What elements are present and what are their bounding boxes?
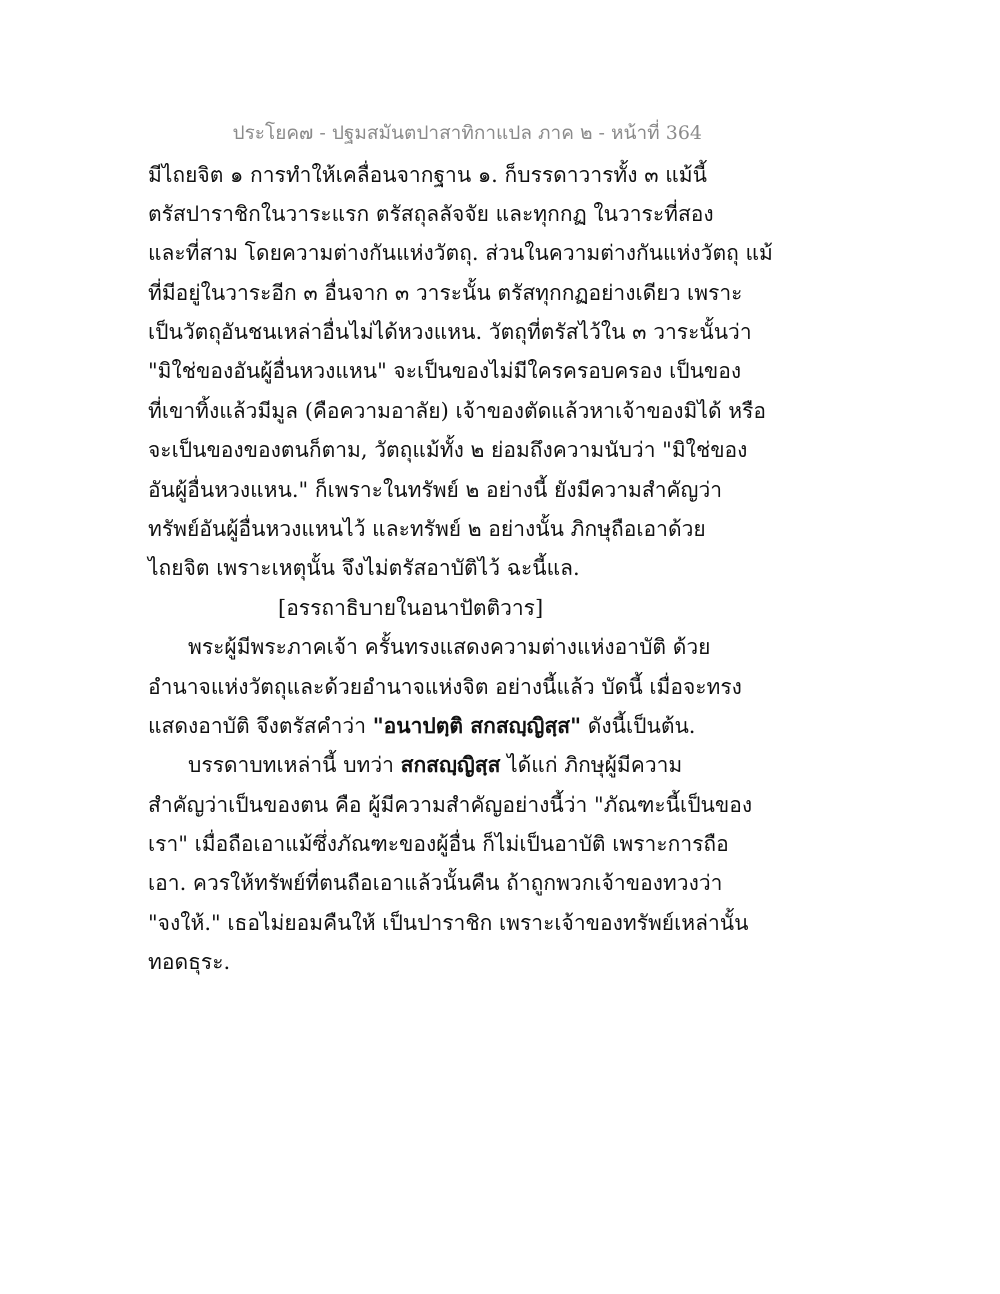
paragraph-line: สำคัญว่าเป็นของตน คือ ผู้มีความสำคัญอย่างนี้ว่า "ภัณฑะนี้เป็นของ	[148, 793, 753, 817]
body-line: และที่สาม โดยความต่างกันแห่งวัตถุ. ส่วนในความต่างกันแห่งวัตถุ แม้	[148, 241, 773, 265]
paragraph-line: พระผู้มีพระภาคเจ้า ครั้นทรงแสดงความต่างแห่งอาบัติ ด้วย	[188, 635, 711, 659]
body-line: "มิใช่ของอันผู้อื่นหวงแหน" จะเป็นของไม่มีใครครอบครอง เป็นของ	[148, 359, 742, 383]
body-line: อันผู้อื่นหวงแหน." ก็เพราะในทรัพย์ ๒ อย่างนี้ ยังมีความสำคัญว่า	[148, 478, 723, 502]
paragraph-line: ทอดธุระ.	[148, 950, 231, 974]
paragraph-line	[148, 711, 696, 741]
text-run: ได้แก่ ภิกษุผู้มีความ	[500, 753, 683, 777]
body-line: ตรัสปาราชิกในวาระแรก ตรัสถุลลัจจัย และทุกกฏ ในวาระที่สอง	[148, 202, 714, 226]
text-run: บรรดาบทเหล่านี้ บทว่า	[188, 753, 401, 777]
body-line: ไถยจิต เพราะเหตุนั้น จึงไม่ตรัสอาบัติไว้ ฉะนี้แล.	[148, 556, 580, 580]
paragraph-line: อำนาจแห่งวัตถุและด้วยอำนาจแห่งจิต อย่างนี้แล้ว บัดนี้ เมื่อจะทรง	[148, 675, 742, 699]
text-run: แสดงอาบัติ จึงตรัสคำว่า	[148, 714, 373, 738]
body-line: ที่มีอยู่ในวาระอีก ๓ อื่นจาก ๓ วาระนั้น ตรัสทุกกฏอย่างเดียว เพราะ	[148, 281, 743, 305]
body-line: มีไถยจิต ๑ การทำให้เคลื่อนจากฐาน ๑. ก็บรรดาวารทั้ง ๓ แม้นี้	[148, 163, 707, 187]
text-run: ดังนี้เป็นต้น.	[581, 714, 696, 738]
paragraph-line: "จงให้." เธอไม่ยอมคืนให้ เป็นปาราชิก เพราะเจ้าของทรัพย์เหล่านั้น	[148, 911, 749, 935]
paragraph-line: เรา" เมื่อถือเอาแม้ซึ่งภัณฑะของผู้อื่น ก็ไม่เป็นอาบัติ เพราะการถือ	[148, 832, 729, 856]
pali-term-bold: "อนาปตฺติ สกสญฺญิสฺส"	[372, 713, 582, 738]
body-line: จะเป็นของของตนก็ตาม, วัตถุแม้ทั้ง ๒ ย่อมถึงความนับว่า "มิใช่ของ	[148, 438, 748, 462]
page-header: ประโยค๗ - ปฐมสมันตปาสาทิกาแปล ภาค ๒ - หน้าที่ 364	[232, 122, 702, 144]
paragraph-line: เอา. ควรให้ทรัพย์ที่ตนถือเอาแล้วนั้นคืน ถ้าถูกพวกเจ้าของทวงว่า	[148, 871, 723, 895]
body-line: เป็นวัตถุอันชนเหล่าอื่นไม่ได้หวงแหน. วัตถุที่ตรัสไว้ใน ๓ วาระนั้นว่า	[148, 320, 752, 344]
body-line: ทรัพย์อันผู้อื่นหวงแหนไว้ และทรัพย์ ๒ อย่างนั้น ภิกษุถือเอาด้วย	[148, 517, 706, 541]
paragraph-line	[188, 750, 682, 780]
body-line: ที่เขาทิ้งแล้วมีมูล (คือความอาลัย) เจ้าของตัดแล้วหาเจ้าของมิได้ หรือ	[148, 399, 767, 423]
section-title: [อรรถาธิบายในอนาปัตติวาร]	[278, 596, 544, 620]
pali-term-bold: สกสญฺญิสฺส	[400, 752, 501, 777]
